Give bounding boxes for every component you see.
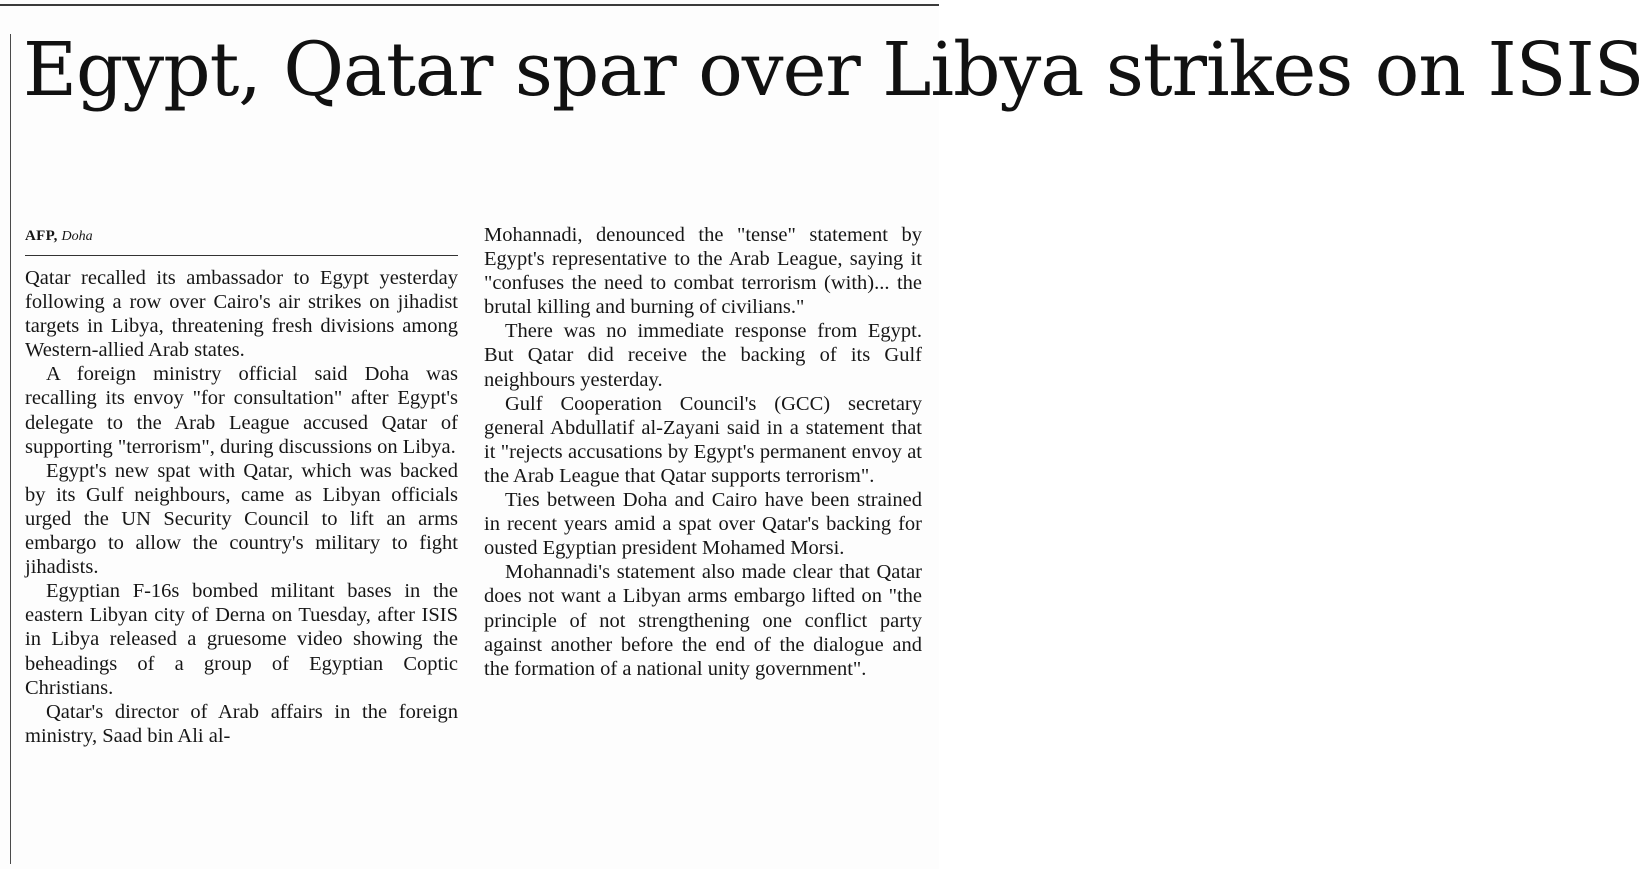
article-column-right [484,223,922,681]
left-column-rule [10,34,11,864]
paragraph: There was no immediate response from Egypt. But Qatar did receive the backing of its Gulf neighbours yesterday. [484,320,922,391]
byline [25,223,458,256]
paragraph: Ties between Doha and Cairo have been strained in recent years amid a spat over Qatar's backing for ousted Egyptian president Mohamed Morsi. [484,489,922,560]
byline-agency: AFP, [25,228,58,244]
paragraph: Gulf Cooperation Council's (GCC) secretary general Abdullatif al-Zayani said in a statement that it "rejects accusations by Egypt's permanent envoy at the Arab League that Qatar supports terrorism". [484,392,922,487]
byline-dateline: Doha [61,229,93,244]
paragraph: Mohannadi, denounced the "tense" statement by Egypt's representative to the Arab League, saying it "confuses the need to combat terrorism (with)... the brutal killing and burning of civilians." [484,224,922,319]
top-rule [0,4,939,6]
paragraph: Qatar's director of Arab affairs in the foreign ministry, Saad bin Ali al- [25,700,458,747]
paragraph: Egypt's new spat with Qatar, which was backed by its Gulf neighbours, came as Libyan officials urged the UN Security Council to lift an arms embargo to allow the country's military to fight jihadists. [25,459,458,579]
paragraph: A foreign ministry official said Doha was recalling its envoy "for consultation" after Egypt's delegate to the Arab League accused Qatar of supporting "terrorism", during discussions on Libya. [25,363,458,458]
paragraph: Mohannadi's statement also made clear that Qatar does not want a Libyan arms embargo lifted on "the principle of not strengthening one conflict party against another before the end of the dialogue and the formation of a national unity government". [484,561,922,680]
article-column-left [25,223,458,748]
headline: Egypt, Qatar spar over Libya strikes on ISIS [23,27,1643,113]
paragraph: Egyptian F-16s bombed militant bases in the eastern Libyan city of Derna on Tuesday, after ISIS in Libya released a gruesome video showing the beheadings of a group of Egyptian Coptic Christians. [25,580,458,699]
paragraph: Qatar recalled its ambassador to Egypt yesterday following a row over Cairo's air strikes on jihadist targets in Libya, threatening fresh divisions among Western-allied Arab states. [25,267,458,362]
